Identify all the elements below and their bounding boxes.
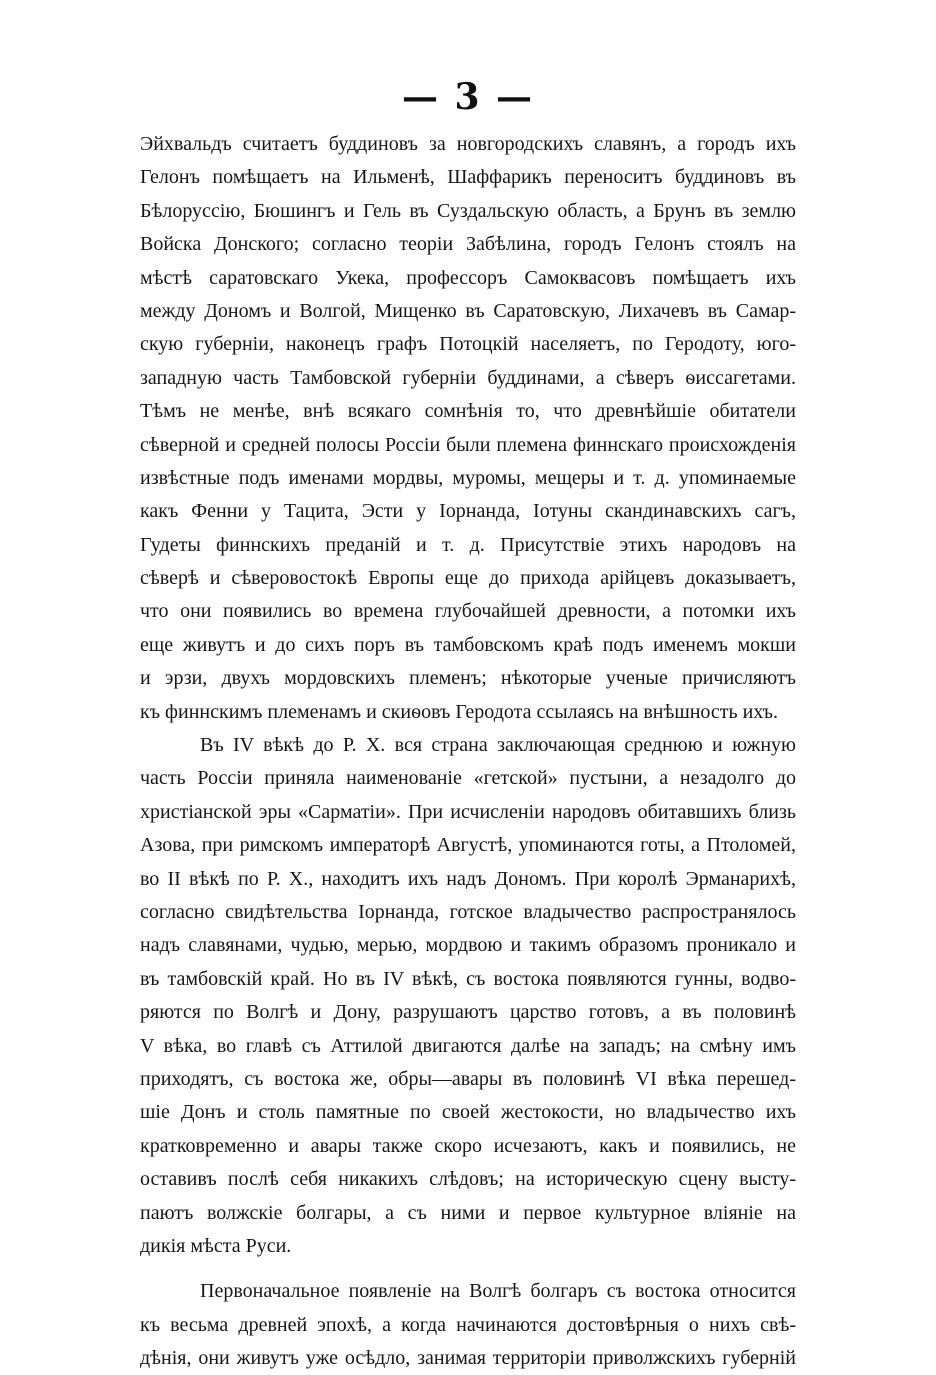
text-line: мѣстѣ саратовскаго Укека, профессоръ Самоквасовъ помѣщаетъ ихъ: [140, 266, 796, 289]
text-line: ряются по Волгѣ и Дону, разрушаютъ царство готовъ, а въ половинѣ: [140, 1001, 796, 1024]
paragraph-3: [140, 1275, 796, 1375]
text-line: какъ Фенни у Тацита, Эсти у Іорнанда, Іотуны скандинавскихъ сагъ,: [140, 500, 796, 523]
paragraph-1: [140, 128, 796, 729]
paragraph-gap: [140, 1263, 796, 1275]
paragraph-2: [140, 729, 796, 1263]
text-line: приходятъ, съ востока же, обры—авары въ половинѣ VI вѣка перешед-: [140, 1067, 796, 1090]
text-line: къ весьма древней эпохѣ, а когда начинаются достовѣрныя о нихъ свѣ-: [140, 1313, 796, 1336]
page-number: — 3 —: [401, 76, 535, 118]
text-line: Бѣлоруссію, Бюшингъ и Гель въ Суздальскую область, а Брунъ въ землю: [140, 199, 796, 222]
text-line: христіанской эры «Сарматіи». При исчисленіи народовъ обитавшихъ близь: [140, 800, 796, 823]
text-line: Гелонъ помѣщаетъ на Ильменѣ, Шаффарикъ переноситъ буддиновъ въ: [140, 166, 796, 189]
text-line: согласно свидѣтельства Іорнанда, готское владычество распространялось: [140, 900, 796, 923]
text-line: шіе Донъ и столь памятные по своей жестокости, но владычество ихъ: [140, 1101, 796, 1124]
text-line: дѣнія, они живутъ уже осѣдло, занимая территоріи приволжскихъ губерній: [140, 1347, 796, 1370]
text-line: Азова, при римскомъ императорѣ Августѣ, упоминаются готы, а Птоломей,: [140, 834, 796, 857]
text-line: оставивъ послѣ себя никакихъ слѣдовъ; на историческую сцену высту-: [140, 1168, 796, 1191]
text-line: въ тамбовскій край. Но въ IV вѣкѣ, съ востока появляются гунны, водво-: [140, 967, 796, 990]
text-line: къ финнскимъ племенамъ и скиѳовъ Геродота ссылаясь на внѣшность ихъ.: [140, 700, 778, 723]
text-line: Эйхвальдъ считаетъ буддиновъ за новгородскихъ славянъ, а городъ ихъ: [140, 133, 796, 155]
text-line: во II вѣкѣ по Р. Х., находитъ ихъ надъ Дономъ. При королѣ Эрманарихѣ,: [140, 867, 796, 890]
text-line: сѣверной и средней полосы Россіи были племена финнскаго происхожденія: [140, 433, 796, 456]
text-line: и эрзи, двухъ мордовскихъ племенъ; нѣкоторые ученые причисляютъ: [140, 667, 796, 690]
text-line: западную часть Тамбовской губерніи буддинами, а сѣверъ ѳиссагетами.: [140, 366, 796, 389]
text-line: Гудеты финнскихъ преданій и т. д. Присутствіе этихъ народовъ на: [140, 533, 796, 556]
text-line: извѣстные подъ именами мордвы, муромы, мещеры и т. д. упоминаемые: [140, 466, 796, 489]
body-text: [140, 128, 796, 1375]
text-line: часть Россіи приняла наименованіе «гетской» пустыни, а незадолго до: [140, 767, 796, 790]
text-line: Тѣмъ не менѣе, внѣ всякаго сомнѣнія то, что древнѣйшіе обитатели: [140, 400, 796, 423]
text-line: кратковременно и авары также скоро исчезаютъ, какъ и появились, не: [140, 1134, 796, 1157]
text-line: надъ славянами, чудью, мерью, мордвою и такимъ образомъ проникало и: [140, 934, 796, 957]
text-line: еще живутъ и до сихъ поръ въ тамбовскомъ краѣ подъ именемъ мокши: [140, 633, 796, 656]
text-line: сѣверѣ и сѣверовостокѣ Европы еще до прихода арійцевъ доказываетъ,: [140, 567, 796, 590]
text-line: Войска Донского; согласно теоріи Забѣлина, городъ Гелонъ стоялъ на: [140, 233, 796, 256]
text-line: скую губерніи, наконецъ графъ Потоцкій населяетъ, по Геродоту, юго-: [140, 333, 796, 356]
text-line: V вѣка, во главѣ съ Аттилой двигаются далѣе на западъ; на смѣну имъ: [140, 1034, 796, 1057]
text-line: что они появились во времена глубочайшей древности, а потомки ихъ: [140, 600, 796, 623]
text-line: паютъ волжскіе болгары, а съ ними и первое культурное вліяніе на: [140, 1201, 796, 1224]
text-line: Первоначальное появленіе на Волгѣ болгаръ съ востока относится: [200, 1280, 796, 1303]
text-line: Въ IV вѣкѣ до Р. Х. вся страна заключающая среднюю и южную: [200, 734, 796, 757]
text-line: дикія мѣста Руси.: [140, 1234, 292, 1257]
text-line: между Дономъ и Волгой, Мищенко въ Саратовскую, Лихачевъ въ Самар-: [140, 299, 796, 322]
